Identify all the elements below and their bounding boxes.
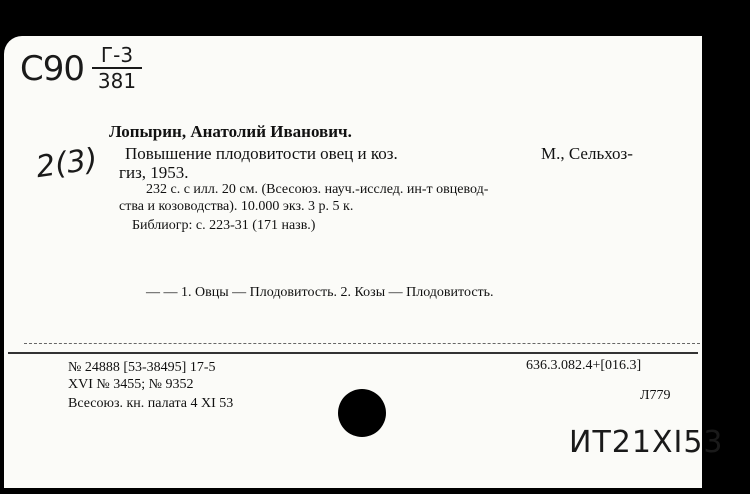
handwritten-mark: 2(3) [33,141,100,186]
title-line-2: гиз, 1953. [119,163,189,182]
call-number-denominator: 381 [97,69,137,93]
bibliography-note: Библиогр: с. 223-31 (171 назв.) [132,218,316,233]
collation-line-2: ства и козоводства). 10.000 экз. 3 р. 5 к. [119,199,354,214]
registration-number: № 24888 [53-38495] 17-5 [68,360,216,375]
title-line-1: Повышение плодовитости овец и коз. [125,144,398,163]
publisher-line-1: М., Сельхоз- [541,144,633,163]
catalog-card [4,36,724,488]
solid-divider [8,352,698,354]
call-number-fraction [92,44,142,92]
dashed-divider [24,343,700,344]
call-number-numerator: Г-3 [100,43,134,67]
call-number-main: C90 [20,49,85,89]
collation-line-1: 232 с. с илл. 20 см. (Всесоюз. науч.-исслед. ин-т овцевод- [146,182,489,197]
udc-classification: 636.3.082.4+[016.3] [526,358,642,373]
print-code: Л779 [640,388,671,403]
subject-tracings: — — 1. Овцы — Плодовитость. 2. Козы — Плодовитость. [146,285,494,300]
series-numbers: XVI № 3455; № 9352 [68,377,194,392]
chamber-imprint: Всесоюз. кн. палата 4 XI 53 [68,396,234,411]
accession-handwritten: ИТ21XI53 [569,425,724,460]
author-heading: Лопырин, Анатолий Иванович. [109,122,352,141]
punch-hole [338,389,386,437]
